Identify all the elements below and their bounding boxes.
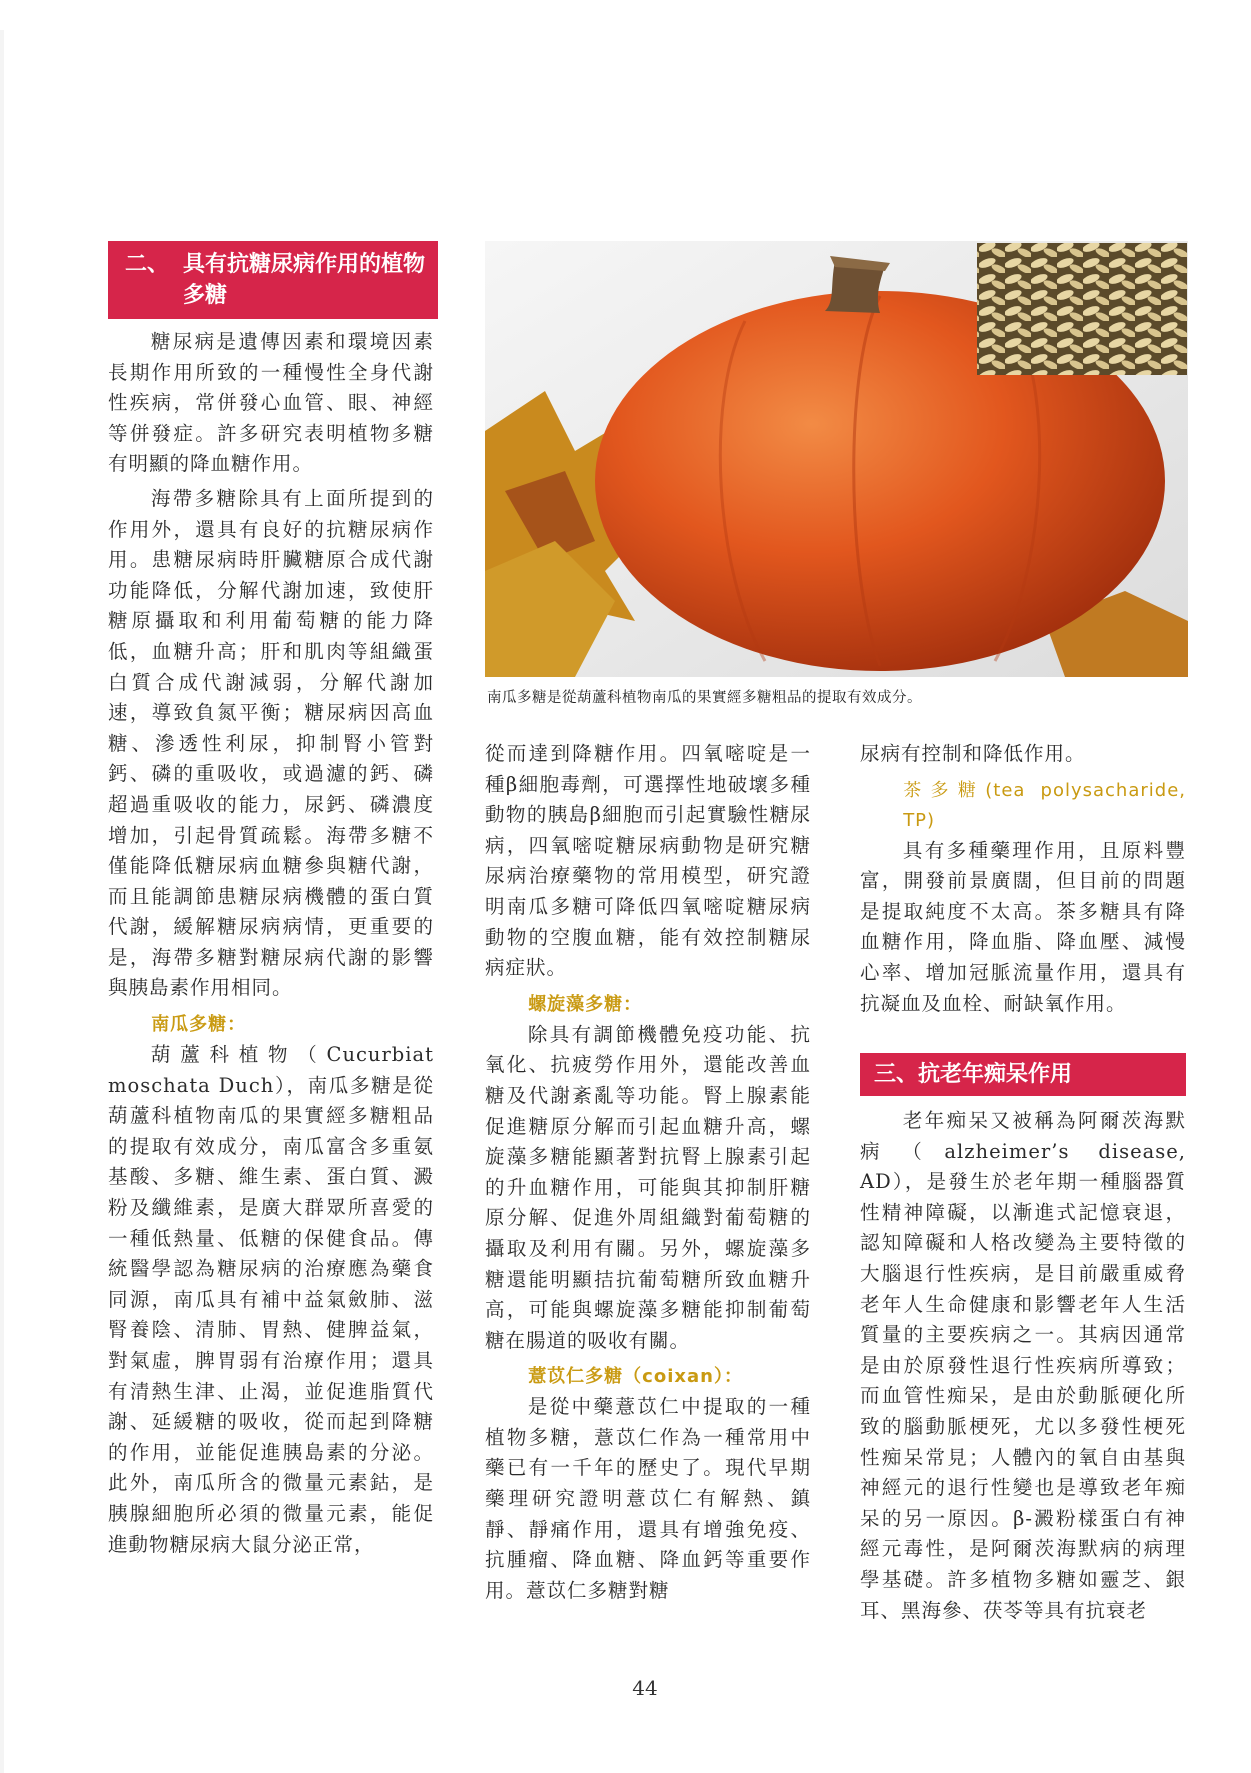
column-3-lower xyxy=(860,1106,1186,1626)
paragraph: 具有多種藥理作用，且原料豐富，開發前景廣闊，但目前的問題是提取純度不太高。茶多糖具有降血糖作用，降血脂、降血壓、減慢心率、增加冠脈流量作用，還具有抗凝血及血栓、耐缺氧作用。 xyxy=(860,838,1186,1015)
column-1 xyxy=(108,327,434,1560)
paragraph: 除具有調節機體免疫功能、抗氧化、抗疲勞作用外，還能改善血糖及代謝紊亂等功能。腎上腺素能促進糖原分解而引起血糖升高，螺旋藻多糖能顯著對抗腎上腺素引起的升血糖作用，可能與其抑制肝糖原分解、促進外周組織對葡萄糖的攝取及利用有關。另外，螺旋藻多糖還能明顯拮抗葡萄糖所致血糖升高，可能與螺旋藻多糖能抑制葡萄糖在腸道的吸收有關。 xyxy=(485,1022,811,1352)
paragraph: 從而達到降糖作用。四氧嘧啶是一種β細胞毒劑，可選擇性地破壞多種動物的胰島β細胞而引起實驗性糖尿病，四氧嘧啶糖尿病動物是研究糖尿病治療藥物的常用模型，研究證明南瓜多糖可降低四氧嘧啶糖尿病動物的空腹血糖，能有效控制糖尿病症狀。 xyxy=(485,742,811,980)
pumpkin-photo xyxy=(485,241,1188,677)
section-number: 二、 xyxy=(125,252,170,277)
paragraph: 海帶多糖除具有上面所提到的作用外，還具有良好的抗糖尿病作用。患糖尿病時肝臟糖原合成代謝功能降低，分解代謝加速，致使肝糖原攝取和利用葡萄糖的能力降低，血糖升高；肝和肌肉等組織蛋白質合成代謝減弱，分解代謝加速，導致負氮平衡；糖尿病因高血糖、滲透性利尿，抑制腎小管對鈣、磷的重吸收，或過濾的鈣、磷超過重吸收的能力，尿鈣、磷濃度增加，引起骨質疏鬆。海帶多糖不僅能降低糖尿病血糖參與糖代謝，而且能調節患糖尿病機體的蛋白質代謝，緩解糖尿病病情，更重要的是，海帶多糖對糖尿病代謝的影響與胰島素作用相同。 xyxy=(108,486,434,1000)
scan-edge xyxy=(0,30,4,1773)
paragraph: 尿病有控制和降低作用。 xyxy=(860,742,1086,765)
subheading-pumpkin: 南瓜多糖： xyxy=(151,1014,247,1036)
subheading-coixan: 薏苡仁多糖（coixan）： xyxy=(528,1366,743,1388)
page-number: 44 xyxy=(632,1676,658,1700)
section-title: 具有抗糖尿病作用的植物多糖 xyxy=(183,252,426,308)
subheading-tea: 茶多糖(tea polysacharide, TP) xyxy=(903,779,1186,831)
column-2 xyxy=(485,739,811,1606)
figure-caption: 南瓜多糖是從葫蘆科植物南瓜的果實經多糖粗品的提取有效成分。 xyxy=(487,690,922,706)
paragraph: 葫蘆科植物（Cucurbiat moschata Duch），南瓜多糖是從葫蘆科植物南瓜的果實經多糖粗品的提取有效成分，南瓜富含多重氨基酸、多糖、維生素、蛋白質、澱粉及纖維素，是廣大群眾所喜愛的一種低熱量、低糖的保健食品。傳統醫學認為糖尿病的治療應為藥食同源，南瓜具有補中益氣斂肺、滋腎養陰、清肺、胃熱、健脾益氣，對氣虛，脾胃弱有治療作用；還具有清熱生津、止渴，並促進脂質代謝、延緩糖的吸收，從而起到降糖的作用，並能促進胰島素的分泌。此外，南瓜所含的微量元素鈷，是胰腺細胞所必須的微量元素，能促進動物糖尿病大鼠分泌正常， xyxy=(108,1043,434,1556)
pumpkin-illustration xyxy=(485,241,1188,677)
paragraph: 老年痴呆又被稱為阿爾茨海默病（alzheimer’s disease, AD），是發生於老年期一種腦器質性精神障礙，以漸進式記憶衰退，認知障礙和人格改變為主要特徵的大腦退行性疾病，是目前嚴重威脅老年人生命健康和影響老年人生活質量的主要疾病之一。其病因通常是由於原發性退行性疾病所導致；而血管性痴呆，是由於動脈硬化所致的腦動脈梗死，尤以多發性梗死性痴呆常見；人體內的氧自由基與神經元的退行性變也是導致老年痴呆的另一原因。β-澱粉樣蛋白有神經元毒性，是阿爾茨海默病的病理學基礎。許多植物多糖如靈芝、銀耳、黑海參、茯苓等具有抗衰老 xyxy=(860,1109,1186,1622)
paragraph: 是從中藥薏苡仁中提取的一種植物多糖，薏苡仁作為一種常用中藥已有一千年的歷史了。現代早期藥理研究證明薏苡仁有解熱、鎮靜、靜痛作用，還具有增強免疫、抗腫瘤、降血糖、降血鈣等重要作用。薏苡仁多糖對糖 xyxy=(485,1395,811,1602)
column-3 xyxy=(860,739,1186,1019)
paragraph: 糖尿病是遺傳因素和環境因素長期作用所致的一種慢性全身代謝性疾病，常併發心血管、眼、神經等併發症。許多研究表明植物多糖有明顯的降血糖作用。 xyxy=(108,330,434,476)
subheading-spirulina: 螺旋藻多糖： xyxy=(528,993,643,1015)
section-heading-anti-dementia: 三、抗老年痴呆作用 xyxy=(860,1053,1186,1096)
section-heading-antidiabetic xyxy=(108,241,438,319)
